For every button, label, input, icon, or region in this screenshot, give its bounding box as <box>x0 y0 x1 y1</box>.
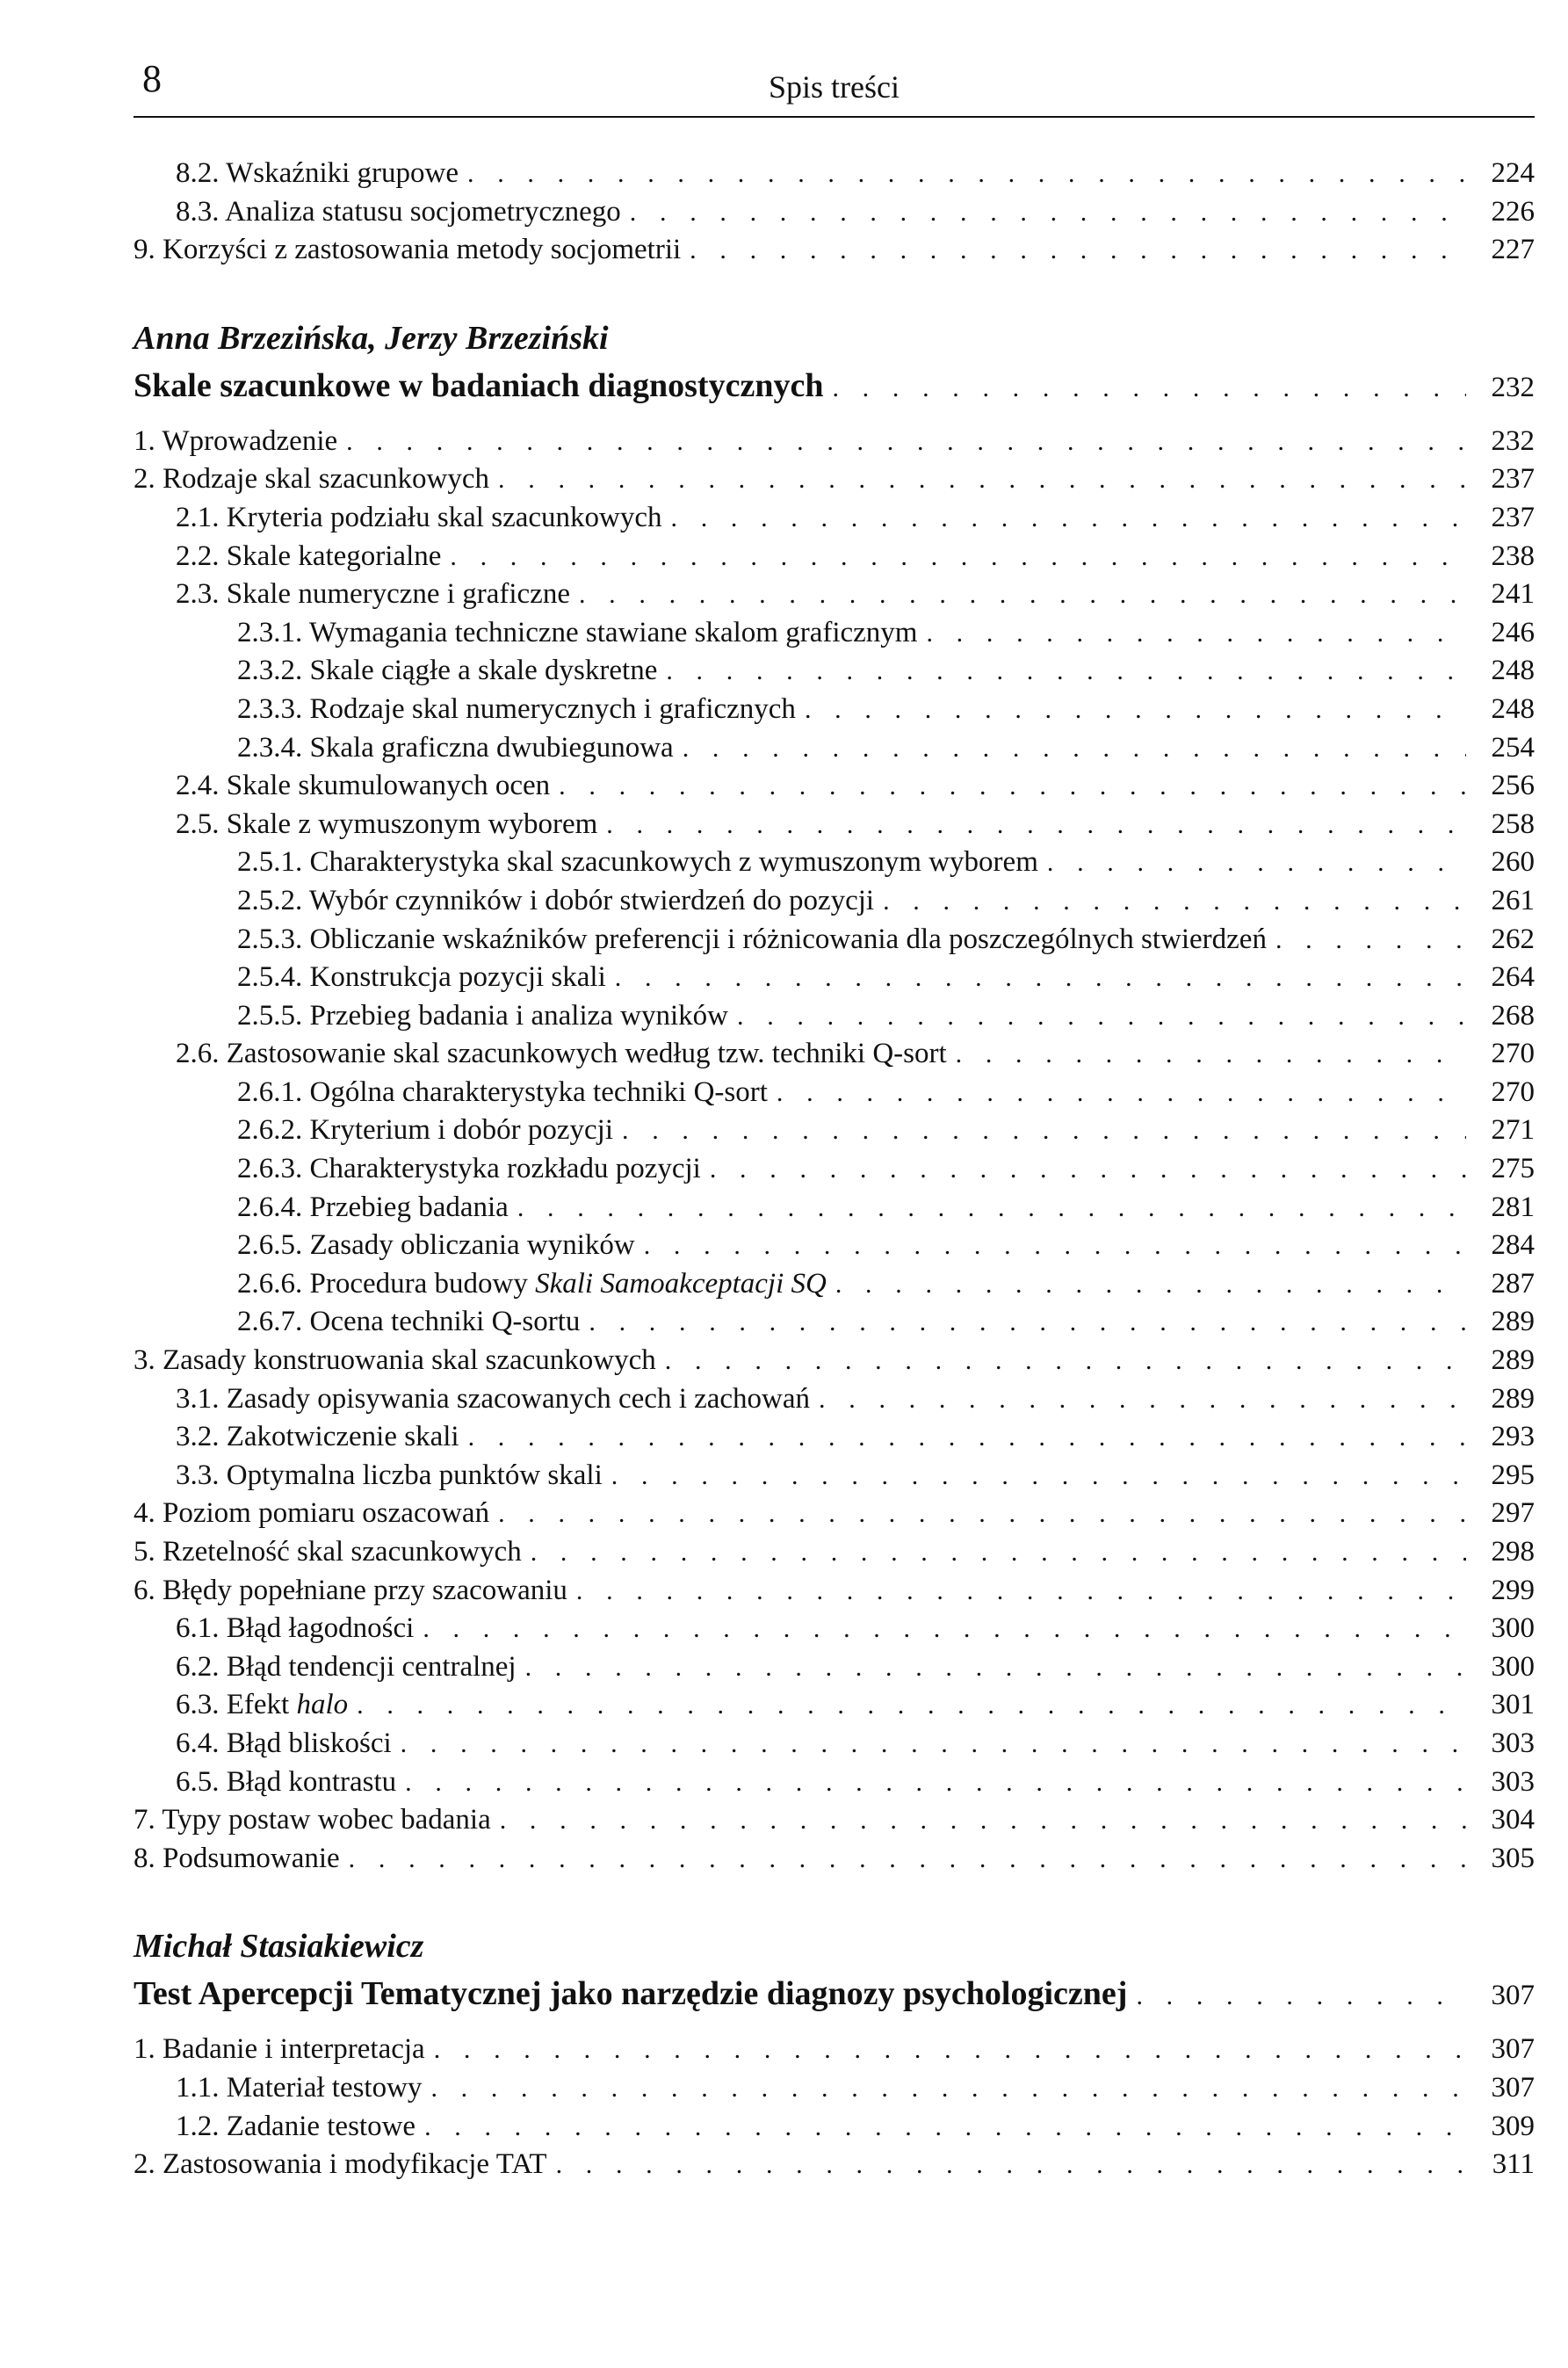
entry-label <box>237 1303 580 1342</box>
entry-label <box>237 997 728 1036</box>
toc-entry <box>134 959 1535 997</box>
entry-page-number: 299 <box>1491 1574 1535 1606</box>
entry-label <box>176 1648 517 1687</box>
entry-number: 2. <box>134 463 155 496</box>
chapter-authors: Michał Stasiakiewicz <box>134 1928 424 1966</box>
entry-page-number: 289 <box>1491 1306 1535 1338</box>
entry-number: 2.6.3. <box>237 1153 303 1185</box>
entry-number: 2.3.3. <box>237 692 303 725</box>
dot-leader <box>468 1418 1466 1457</box>
entry-title: Badanie i interpretacja <box>163 2033 425 2066</box>
entry-number: 1.1. <box>176 2071 220 2104</box>
chapter-section <box>134 1923 1535 2183</box>
dot-leader <box>926 614 1466 653</box>
dot-leader <box>883 882 1466 921</box>
entry-number: 6.5. <box>176 1765 220 1798</box>
entry-label <box>134 1342 656 1380</box>
entry-label <box>176 1380 810 1419</box>
entry-number: 4. <box>134 1497 155 1530</box>
entry-page-number: 248 <box>1491 692 1535 725</box>
entry-page-number: 226 <box>1491 195 1535 228</box>
toc-entry <box>134 882 1535 921</box>
entry-number: 2.5. <box>176 807 220 840</box>
entry-number: 6.1. <box>176 1612 220 1645</box>
dot-leader <box>819 1380 1466 1419</box>
entry-title: Wskaźniki grupowe <box>226 157 459 189</box>
dot-leader <box>690 231 1466 270</box>
entry-number: 2.6.7. <box>237 1306 303 1338</box>
entry-page-number: 270 <box>1491 1075 1535 1108</box>
entry-number: 8.2. <box>176 157 220 189</box>
entry-number: 2.3.4. <box>237 731 303 764</box>
dot-leader <box>579 576 1466 614</box>
dot-leader <box>665 1342 1466 1380</box>
entry-page-number: 307 <box>1491 2071 1535 2104</box>
entry-title-italic: halo <box>296 1689 349 1721</box>
toc-entry <box>134 1801 1535 1840</box>
entry-page-number: 260 <box>1491 846 1535 879</box>
toc-entry <box>134 1418 1535 1457</box>
entry-label <box>134 1572 567 1611</box>
entry-title: Konstrukcja pozycji skali <box>309 961 606 994</box>
entry-title: Typy postaw wobec badania <box>162 1804 491 1836</box>
dot-leader <box>611 1457 1466 1495</box>
entry-title: Kryterium i dobór pozycji <box>309 1114 614 1147</box>
entry-number: 5. <box>134 1536 155 1568</box>
dot-leader <box>430 2069 1466 2108</box>
entry-label <box>176 767 550 806</box>
entry-label <box>237 1150 701 1189</box>
entry-title: Charakterystyka rozkładu pozycji <box>309 1153 701 1185</box>
entry-title: Zasady konstruowania skal szacunkowych <box>163 1344 656 1377</box>
chapter-entries <box>134 2031 1535 2183</box>
toc-entry <box>134 1840 1535 1879</box>
entry-page-number: 256 <box>1491 770 1535 802</box>
entry-label <box>176 1035 947 1074</box>
entry-number: 2.6.4. <box>237 1191 303 1223</box>
entry-title: Zasady obliczania wyników <box>309 1229 635 1262</box>
toc-entry <box>134 614 1535 653</box>
chapter-page-number: 307 <box>1491 1980 1535 2012</box>
entry-page-number: 287 <box>1491 1267 1535 1300</box>
entry-number: 7. <box>134 1804 155 1836</box>
dot-leader <box>498 460 1466 499</box>
dot-leader <box>737 997 1466 1036</box>
entry-number: 3.1. <box>176 1382 220 1415</box>
entry-title: Kryteria podziału skal szacunkowych <box>226 501 662 533</box>
entry-page-number: 305 <box>1491 1842 1535 1874</box>
entry-number: 3. <box>134 1344 155 1377</box>
entry-page-number: 232 <box>1491 424 1535 457</box>
entry-page-number: 238 <box>1491 539 1535 572</box>
dot-leader <box>630 193 1466 232</box>
entry-title: Materiał testowy <box>226 2071 423 2104</box>
entry-title: Skale skumulowanych ocen <box>226 770 551 802</box>
entry-page-number: 303 <box>1491 1727 1535 1759</box>
entry-page-number: 284 <box>1491 1229 1535 1262</box>
entry-title: Poziom pomiaru oszacowań <box>163 1497 490 1530</box>
entry-page-number: 298 <box>1491 1536 1535 1568</box>
toc-entry <box>134 1112 1535 1150</box>
entry-number: 2.6.2. <box>237 1114 303 1147</box>
toc-entry <box>134 1610 1535 1648</box>
entry-page-number: 300 <box>1491 1650 1535 1683</box>
entry-number: 2.6.1. <box>237 1075 303 1108</box>
entry-page-number: 268 <box>1491 999 1535 1032</box>
chapter-authors: Anna Brzezińska, Jerzy Brzeziński <box>134 319 609 357</box>
entry-page-number: 311 <box>1492 2148 1535 2181</box>
toc-entry <box>134 1303 1535 1342</box>
toc-entry <box>134 652 1535 691</box>
entry-title: Ogólna charakterystyka techniki Q-sort <box>309 1075 768 1108</box>
entry-title: Przebieg badania i analiza wyników <box>309 999 728 1032</box>
entry-label <box>237 729 674 768</box>
entry-label <box>134 1533 522 1572</box>
entry-label <box>134 2146 547 2184</box>
entry-title: Rzetelność skal szacunkowych <box>163 1536 522 1568</box>
toc-entry <box>134 997 1535 1036</box>
entry-page-number: 281 <box>1491 1191 1535 1223</box>
entry-number: 6.2. <box>176 1650 220 1683</box>
toc-entry <box>134 1227 1535 1265</box>
entry-number: 1. <box>134 2033 155 2066</box>
entry-title: Błąd łagodności <box>226 1612 415 1645</box>
entry-page-number: 237 <box>1491 501 1535 533</box>
toc-entry <box>134 1763 1535 1802</box>
entry-label <box>237 1189 509 1227</box>
entry-title: Obliczanie wskaźników preferencji i różnicowania dla poszczególnych stwierdzeń <box>309 923 1267 955</box>
entry-number: 2.5.1. <box>237 846 303 879</box>
entry-number: 2.5.4. <box>237 961 303 994</box>
entry-title: Błąd kontrastu <box>226 1765 397 1798</box>
toc-entry <box>134 844 1535 882</box>
toc-entry <box>134 1380 1535 1419</box>
entry-title: Charakterystyka skal szacunkowych z wymuszonym wyborem <box>309 846 1038 879</box>
dot-leader <box>424 2108 1466 2147</box>
entry-label <box>176 1686 348 1725</box>
dot-leader <box>1136 1972 1466 2021</box>
entry-label <box>237 959 606 997</box>
entry-title: Korzyści z zastosowania metody socjometrii <box>163 234 682 266</box>
table-of-contents <box>134 155 1535 2184</box>
entry-label <box>237 1074 768 1112</box>
entry-page-number: 304 <box>1491 1804 1535 1836</box>
dot-leader <box>576 1572 1466 1611</box>
dot-leader <box>434 2031 1466 2069</box>
entry-page-number: 258 <box>1491 807 1535 840</box>
entry-title: Błąd tendencji centralnej <box>226 1650 517 1683</box>
toc-entry <box>134 1265 1535 1304</box>
toc-entry <box>134 2069 1535 2108</box>
dot-leader <box>606 806 1466 844</box>
entry-page-number: 309 <box>1491 2110 1535 2142</box>
entry-title: Skale kategorialne <box>226 539 442 572</box>
toc-entry <box>134 1686 1535 1725</box>
toc-entry <box>134 1495 1535 1533</box>
entry-label <box>237 882 874 921</box>
entry-number: 2.5.2. <box>237 884 303 916</box>
entry-number: 6.4. <box>176 1727 220 1759</box>
entry-number: 2.6.6. <box>237 1267 303 1300</box>
entry-label <box>176 499 662 538</box>
entry-page-number: 270 <box>1491 1038 1535 1070</box>
chapter-title <box>134 361 1535 410</box>
entry-title: Skale z wymuszonym wyborem <box>226 807 598 840</box>
entry-number: 2.4. <box>176 770 220 802</box>
entry-page-number: 275 <box>1491 1153 1535 1185</box>
dot-leader <box>710 1150 1466 1189</box>
header-rule <box>134 116 1535 118</box>
entry-title: Wymagania techniczne stawiane skalom graficznym <box>308 616 918 648</box>
entry-page-number: 289 <box>1491 1382 1535 1415</box>
toc-entry <box>134 691 1535 729</box>
entry-page-number: 262 <box>1491 923 1535 955</box>
chapter-page-number: 232 <box>1491 371 1535 403</box>
entry-label <box>176 1610 414 1648</box>
entry-page-number: 297 <box>1491 1497 1535 1530</box>
toc-entry <box>134 1189 1535 1227</box>
dot-leader <box>349 1840 1466 1879</box>
entry-label <box>237 691 796 729</box>
running-head <box>134 53 1535 114</box>
entry-label <box>237 1265 827 1304</box>
entry-label <box>237 1112 613 1150</box>
entry-number: 9. <box>134 234 155 266</box>
entry-label <box>237 614 917 653</box>
dot-leader <box>401 1725 1466 1763</box>
entry-page-number: 264 <box>1491 961 1535 994</box>
toc-entry <box>134 921 1535 960</box>
dot-leader <box>671 499 1467 538</box>
dot-leader <box>615 959 1466 997</box>
dot-leader <box>346 423 1466 461</box>
toc-entry <box>134 1457 1535 1495</box>
entry-number: 8. <box>134 1842 155 1874</box>
entry-page-number: 224 <box>1491 157 1535 189</box>
entry-number: 2.3.1. <box>237 616 303 648</box>
toc-entry <box>134 1342 1535 1380</box>
entry-number: 3.2. <box>176 1421 220 1453</box>
entry-label <box>176 2069 422 2108</box>
entry-title: Zakotwiczenie skali <box>226 1421 459 1453</box>
entry-label <box>134 1840 340 1879</box>
entry-title: Wybór czynników i dobór stwierdzeń do pozycji <box>308 884 875 916</box>
entry-title: Optymalna liczba punktów skali <box>226 1459 603 1491</box>
toc-entry <box>134 1074 1535 1112</box>
toc-entry <box>134 155 1535 193</box>
entry-title: Analiza statusu socjometrycznego <box>224 195 621 228</box>
entry-page-number: 303 <box>1491 1765 1535 1798</box>
toc-entry <box>134 1533 1535 1572</box>
entry-label <box>176 1725 392 1763</box>
toc-entry <box>134 1648 1535 1687</box>
entry-label <box>237 1227 635 1265</box>
entry-label <box>134 1801 491 1840</box>
entry-title: Skale numeryczne i graficzne <box>226 578 570 611</box>
entry-title: Przebieg badania <box>309 1191 509 1223</box>
dot-leader <box>956 1035 1466 1074</box>
entry-number: 2.6.5. <box>237 1229 303 1262</box>
entry-label <box>237 652 657 691</box>
dot-leader <box>405 1763 1466 1802</box>
entry-number: 6. <box>134 1574 155 1606</box>
entry-title: Zastosowania i modyfikacje TAT <box>163 2148 547 2181</box>
entry-label <box>176 155 459 193</box>
dot-leader <box>467 155 1466 193</box>
entry-title: Procedura budowy <box>309 1267 536 1300</box>
entry-title-italic: Skali Samoakceptacji SQ <box>535 1267 827 1300</box>
toc-entry <box>134 1725 1535 1763</box>
dot-leader <box>589 1303 1466 1342</box>
entry-number: 2.1. <box>176 501 220 533</box>
entry-title: Błędy popełniane przy szacowaniu <box>163 1574 567 1606</box>
entry-label <box>134 231 681 270</box>
entry-title: Błąd bliskości <box>226 1727 392 1759</box>
toc-entry <box>134 2031 1535 2069</box>
entry-label <box>176 538 441 576</box>
dot-leader <box>423 1610 1466 1648</box>
dot-leader <box>525 1648 1466 1687</box>
entry-title: Zasady opisywania szacowanych cech i zachowań <box>226 1382 811 1415</box>
toc-entry <box>134 1035 1535 1074</box>
toc-entry <box>134 1150 1535 1189</box>
dot-leader <box>1047 844 1466 882</box>
dot-leader <box>500 1801 1466 1840</box>
entry-title: Rodzaje skal szacunkowych <box>163 463 490 496</box>
dot-leader <box>644 1227 1466 1265</box>
entry-number: 1.2. <box>176 2110 220 2142</box>
entry-label <box>134 2031 425 2069</box>
entry-page-number: 261 <box>1491 884 1535 916</box>
entry-page-number: 301 <box>1491 1689 1535 1721</box>
dot-leader <box>832 364 1466 413</box>
entry-title: Efekt <box>226 1689 297 1721</box>
dot-leader <box>450 538 1466 576</box>
entry-page-number: 271 <box>1491 1114 1535 1147</box>
toc-entry <box>134 806 1535 844</box>
entry-number: 8.3. <box>176 195 220 228</box>
toc-entry <box>134 2146 1535 2184</box>
chapter-section <box>134 315 1535 1879</box>
entry-title: Zastosowanie skal szacunkowych według tzw. techniki Q-sort <box>226 1038 947 1070</box>
entry-label <box>237 921 1267 960</box>
dot-leader <box>666 652 1466 691</box>
entry-label <box>134 1495 489 1533</box>
dot-leader <box>622 1112 1466 1150</box>
dot-leader <box>835 1265 1466 1304</box>
entry-number: 2.6. <box>176 1038 220 1070</box>
entry-page-number: 246 <box>1491 616 1535 648</box>
entry-page-number: 227 <box>1491 234 1535 266</box>
intro-entries <box>134 155 1535 270</box>
entry-label <box>134 460 489 499</box>
toc-entry <box>134 576 1535 614</box>
entry-label <box>176 193 621 232</box>
toc-entry <box>134 538 1535 576</box>
entry-title: Skala graficzna dwubiegunowa <box>309 731 674 764</box>
entry-title: Rodzaje skal numerycznych i graficznych <box>309 692 796 725</box>
toc-entry <box>134 1572 1535 1611</box>
dot-leader <box>559 767 1466 806</box>
entry-number: 2.3. <box>176 578 220 611</box>
dot-leader <box>777 1074 1466 1112</box>
running-title: Spis treści <box>769 69 900 105</box>
entry-number: 2.5.3. <box>237 923 303 955</box>
entry-label <box>134 423 337 461</box>
entry-number: 3.3. <box>176 1459 220 1491</box>
entry-title: Skale ciągłe a skale dyskretne <box>309 655 658 687</box>
entry-number: 2.5.5. <box>237 999 303 1032</box>
dot-leader <box>517 1189 1466 1227</box>
entry-label <box>176 576 570 614</box>
dot-leader <box>357 1686 1466 1725</box>
entry-page-number: 248 <box>1491 655 1535 687</box>
entry-number: 1. <box>134 424 155 457</box>
entry-label <box>176 806 597 844</box>
entry-page-number: 289 <box>1491 1344 1535 1377</box>
entry-page-number: 237 <box>1491 463 1535 496</box>
entry-page-number: 241 <box>1491 578 1535 611</box>
toc-entry <box>134 460 1535 499</box>
entry-page-number: 254 <box>1491 731 1535 764</box>
entry-number: 6.3. <box>176 1689 220 1721</box>
chapter-entries <box>134 423 1535 1879</box>
dot-leader <box>1275 921 1466 960</box>
entry-title: Zadanie testowe <box>226 2110 416 2142</box>
page-number: 8 <box>142 57 162 100</box>
entry-number: 2.3.2. <box>237 655 303 687</box>
entry-page-number: 295 <box>1491 1459 1535 1491</box>
entry-label <box>237 844 1038 882</box>
toc-entry <box>134 767 1535 806</box>
dot-leader <box>498 1495 1466 1533</box>
entry-number: 2.2. <box>176 539 220 572</box>
entry-page-number: 300 <box>1491 1612 1535 1645</box>
entry-number: 2. <box>134 2148 155 2181</box>
toc-entry <box>134 193 1535 232</box>
entry-title: Ocena techniki Q-sortu <box>309 1306 581 1338</box>
entry-page-number: 307 <box>1491 2033 1535 2066</box>
entry-label <box>176 1763 396 1802</box>
chapter-title-text: Skale szacunkowe w badaniach diagnostycznych <box>134 366 824 404</box>
entry-title: Podsumowanie <box>163 1842 340 1874</box>
entry-title: Wprowadzenie <box>162 424 338 457</box>
dot-leader <box>683 729 1466 768</box>
toc-entry <box>134 499 1535 538</box>
dot-leader <box>531 1533 1466 1572</box>
entry-page-number: 293 <box>1491 1421 1535 1453</box>
toc-entry <box>134 231 1535 270</box>
dot-leader <box>556 2146 1466 2184</box>
toc-entry <box>134 2108 1535 2147</box>
toc-entry <box>134 729 1535 768</box>
entry-label <box>176 1457 603 1495</box>
toc-entry <box>134 423 1535 461</box>
chapter-title <box>134 1969 1535 2018</box>
entry-label <box>176 1418 459 1457</box>
dot-leader <box>805 691 1466 729</box>
chapter-title-text: Test Apercepcji Tematycznej jako narzędzie diagnozy psychologicznej <box>134 1975 1128 2013</box>
entry-label <box>176 2108 415 2147</box>
